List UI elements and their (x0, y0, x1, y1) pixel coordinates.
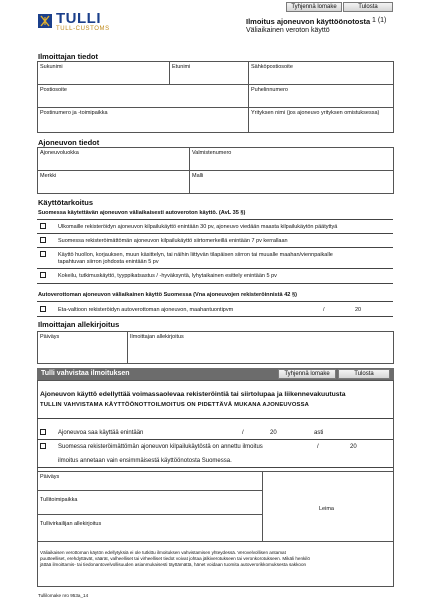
customs-until-label: asti (314, 430, 324, 436)
model-field[interactable] (189, 170, 394, 194)
postcode-label: Postinumero ja -toimipaikka (40, 110, 108, 116)
customs-option-max-use-label: Ajoneuvoa saa käyttää enintään (58, 430, 144, 436)
divider (37, 301, 393, 302)
signature-date-label: Päiväys (40, 334, 60, 340)
purpose-subtitle: Suomessa käytettävän ajoneuvon väliaikaisesti autoveroton käyttö. (AvL 35 §) (38, 210, 246, 216)
customs-race-date-separator: / (317, 444, 319, 450)
model-label: Malli (192, 173, 204, 179)
signature-section-title: Ilmoittajan allekirjoitus (38, 320, 120, 329)
customs-date-separator: / (242, 430, 244, 436)
company-field[interactable] (248, 107, 394, 133)
make-field[interactable] (37, 170, 190, 194)
form-number: Tullilomake nro 953a_14 (38, 593, 89, 598)
email-label: Sähköpostiosoite (251, 64, 293, 70)
option-maintenance-label-cont: tapahtuvan siirron johdosta enintään 5 pv (58, 259, 159, 265)
divider (37, 233, 393, 234)
option-maintenance-checkbox[interactable] (40, 251, 46, 257)
divider (37, 247, 393, 248)
footer-note-line3: jättää ilmoittamis- tai tiedonantovelvollisuuden asianmukaisesti täyttämättä, hänet voidaan tuomita autoverorikkomuksesta sakkoon (40, 562, 307, 567)
customs-section-title: Tulli vahvistaa ilmoituksen (41, 370, 130, 377)
surname-field[interactable] (37, 61, 170, 85)
option-testing-checkbox[interactable] (40, 272, 46, 278)
customs-option-max-use-checkbox[interactable] (40, 429, 46, 435)
tulli-logo-icon (38, 14, 52, 28)
signature-field[interactable] (127, 331, 394, 364)
option-eea-label: Eta-valtioon rekisteröidyn autoverottoman ajoneuvon, maahantuontipvm (58, 307, 234, 313)
option-race-abroad-checkbox[interactable] (40, 223, 46, 229)
purpose-section-title: Käyttötarkoitus (38, 198, 94, 207)
vehicle-class-label: Ajoneuvoluokka (40, 150, 79, 156)
divider (37, 283, 393, 284)
customs-office-label: Tullitoimipaikka (40, 497, 78, 503)
customs-option-race-notice-label: Suomessa rekisteröimättömän ajoneuvon kilpailukäytöstä on annettu ilmoitus (58, 444, 263, 450)
customs-option-race-notice-cont: ilmoitus annetaan vain ensimmäisestä käyttöönotosta Suomessa. (58, 458, 232, 464)
brand-name: TULLI (56, 10, 101, 27)
customs-confirm-line2: TULLIN VAHVISTAMA KÄYTTÖÖNOTTOILMOITUS ON PIDETTÄVÄ MUKANA AJONEUVOSSA (40, 402, 310, 408)
company-label: Yrityksen nimi (jos ajoneuvo yrityksen omistuksessa) (251, 110, 380, 116)
phone-field[interactable] (248, 84, 394, 108)
serial-number-label: Valmistenumero (192, 150, 232, 156)
customs-option-race-notice-checkbox[interactable] (40, 443, 46, 449)
divider (37, 219, 393, 220)
customs-date-label: Päiväys (40, 474, 60, 480)
form-subtitle: Väliaikainen veroton käyttö (246, 27, 330, 34)
serial-number-field[interactable] (189, 147, 394, 171)
option-maintenance-label: Käyttö huollon, korjauksen, muun käsittelyn, tai näihin liittyvän tilapäisen siirron tai muualle maahan/viennpaikalle (58, 252, 333, 258)
divider (37, 467, 393, 468)
customs-race-year-prefix: 20 (350, 444, 357, 450)
brand-sub: TULL-CUSTOMS (56, 26, 110, 32)
divider (37, 439, 393, 440)
clear-form-button[interactable]: Tyhjennä lomake (286, 2, 342, 12)
customs-clear-form-button[interactable]: Tyhjennä lomake (278, 369, 336, 379)
year-prefix: 20 (355, 307, 362, 313)
customs-stamp-field (262, 471, 394, 542)
form-title: Ilmoitus ajoneuvon käyttöönotosta (246, 17, 371, 26)
option-race-transfer-checkbox[interactable] (40, 237, 46, 243)
notifier-section-title: Ilmoittajan tiedot (38, 52, 98, 61)
customs-year-prefix: 20 (270, 430, 277, 436)
option-race-transfer-label: Suomessa rekisteröimättömän ajoneuvon kilpailukäyttö siirtomerkeillä enintään 7 pv kerrallaan (58, 238, 288, 244)
vehicle-section-title: Ajoneuvon tiedot (38, 138, 100, 147)
firstname-label: Etunimi (172, 64, 191, 70)
customs-official-signature-field[interactable] (37, 514, 263, 542)
customs-office-field[interactable] (37, 490, 263, 515)
divider (37, 316, 393, 317)
option-eea-checkbox[interactable] (40, 306, 46, 312)
signature-date-field[interactable] (37, 331, 128, 364)
phone-label: Puhelinnumero (251, 87, 288, 93)
print-button[interactable]: Tulosta (343, 2, 393, 12)
footer-note-line1: Väliaikaisen verottoman käytön edellytyksiä ei ole tutkittu ilmoituksen vahvistamisen yhteydessä. Verovelvollisen antamat (40, 550, 286, 555)
address-label: Postiosoite (40, 87, 67, 93)
option-race-abroad-label: Ulkomaille rekisteröidyn ajoneuvon kilpailukäyttö enintään 30 pv, ajoneuvo viedään maasta kilpailukäytön päätyttyä (58, 224, 338, 230)
signature-label: Ilmoittajan allekirjoitus (130, 334, 184, 340)
purpose-subtitle-2: Autoverottoman ajoneuvon väliaikainen käyttö Suomessa (Vna ajoneuvojen rekisteröinnistä 42 §) (38, 292, 297, 298)
page-number: 1 (1) (372, 17, 387, 24)
customs-confirm-line1: Ajoneuvon käyttö edellyttää voimassaolevaa rekisteröintiä tai siirtolupaa ja liikennevakuutusta (40, 391, 346, 398)
firstname-field[interactable] (169, 61, 249, 85)
date-separator: / (323, 307, 325, 313)
divider (37, 268, 393, 269)
divider (37, 418, 393, 419)
customs-official-signature-label: Tullivirkailijan allekirjoitus (40, 521, 102, 527)
option-testing-label: Kokeilu, tutkimuskäyttö, tyyppikatsastus / -hyväksyntä, lyhytaikainen esittely enintään 5 pv (58, 273, 277, 279)
customs-print-button[interactable]: Tulosta (338, 369, 390, 379)
customs-stamp-label: Leima (319, 506, 334, 512)
make-label: Merkki (40, 173, 57, 179)
email-field[interactable] (248, 61, 394, 85)
customs-date-field[interactable] (37, 471, 263, 491)
surname-label: Sukunimi (40, 64, 63, 70)
footer-note-line2: puutteelliset, erehdyttävät, väärät, valheelliset tai virheelliset tiedot voivat johtaa jälkiverotukseen tai veronkorotukseen. Mikäli henkilö (40, 556, 310, 561)
postcode-field[interactable] (37, 107, 249, 133)
address-field[interactable] (37, 84, 249, 108)
vehicle-class-field[interactable] (37, 147, 190, 171)
